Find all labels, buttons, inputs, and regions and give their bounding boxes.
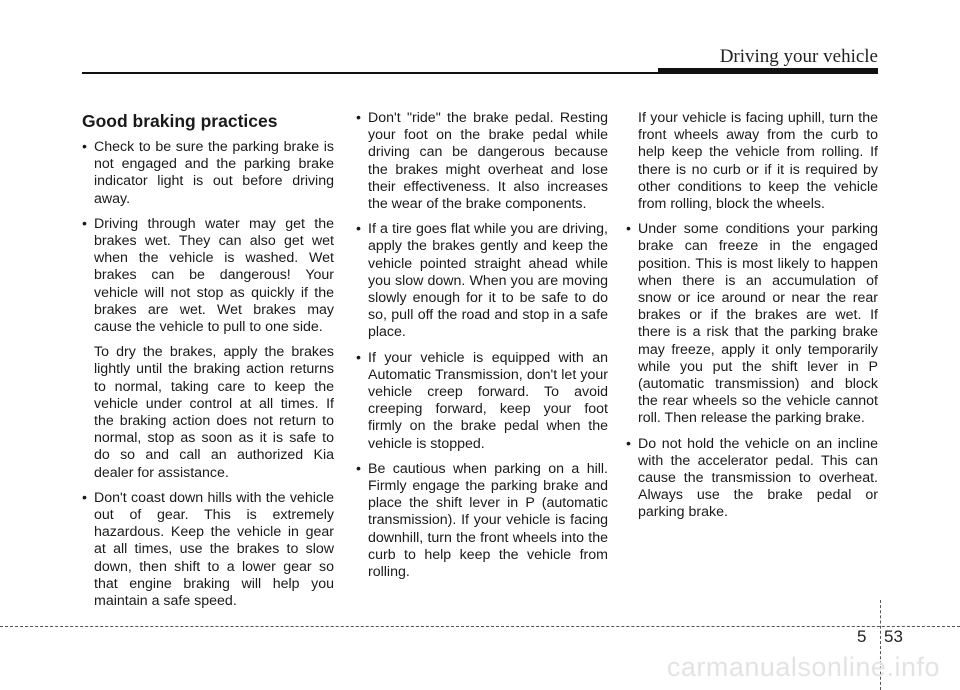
bullet-item: • Check to be sure the parking brake is not engaged and the parking brake indicator light is out before driving away. [82,139,334,208]
chapter-number: 5 [857,627,867,646]
header-rule-accent [658,68,878,74]
bullet-item: • If a tire goes flat while you are driving, apply the brakes gently and keep the vehicle pointed straight ahead while you slow down. When you are moving slowly enough for it to be safe to do so, pull off the road and stop in a safe place. [356,221,608,341]
bullet-item: • Do not hold the vehicle on an incline with the accelerator pedal. This can cause the transmission to overheat. Always use the brake pedal or parking brake. [626,436,878,522]
bullet-item: • Driving through water may get the brakes wet. They can also get wet when the vehicle is washed. Wet brakes can be dangerous! Your vehicle will not stop as quickly if the brakes are wet. Wet brakes may cause the vehicle to pull to one side. [82,216,334,336]
watermark: carmanualsonline.info [666,652,940,682]
column-2 [356,110,608,589]
bullet-item: • Don't "ride" the brake pedal. Resting your foot on the brake pedal while driving can be dangerous because the brakes might overheat and lose their effectiveness. It also increases the wear of the brake components. [356,110,608,213]
bullet-item: • Under some conditions your parking brake can freeze in the engaged position. This is most likely to happen when there is an accumulation of snow or ice around or near the rear brakes or if the brakes are wet. If there is a risk that the parking brake may freeze, apply it only temporarily while you put the shift lever in P (automatic transmission) and block the rear wheels so the vehicle cannot roll. Then release the parking brake. [626,221,878,427]
bullet-item: • Be cautious when parking on a hill. Firmly engage the parking brake and place the shift lever in P (automatic transmission). If your vehicle is facing downhill, turn the front wheels into the curb to help keep the vehicle from rolling. [356,461,608,581]
bullet-item: • If your vehicle is equipped with an Automatic Transmission, don't let your vehicle creep forward. To avoid creeping forward, keep your foot firmly on the brake pedal when the vehicle is stopped. [356,350,608,453]
column-3 [626,110,878,530]
section-heading: Good braking practices [82,111,278,131]
paragraph: To dry the brakes, apply the brakes lightly until the braking action returns to normal, taking care to keep the vehicle under control at all times. If the braking action does not return to normal, stop as soon as it is safe to do so and call an authorized Kia dealer for assistance. [94,344,334,481]
paragraph: If your vehicle is facing uphill, turn the front wheels away from the curb to help keep the vehicle from rolling. If there is no curb or if it is required by other conditions to keep the vehicle from rolling, block the wheels. [638,110,878,213]
column-1 [82,110,334,618]
running-header: Driving your vehicle [719,46,878,67]
footer-rule [0,626,960,627]
page-number: 53 [884,627,903,646]
bullet-item: • Don't coast down hills with the vehicle out of gear. This is extremely hazardous. Keep the vehicle in gear at all times, use the brakes to slow down, then shift to a lower gear so that engine braking will help you maintain a safe speed. [82,490,334,610]
